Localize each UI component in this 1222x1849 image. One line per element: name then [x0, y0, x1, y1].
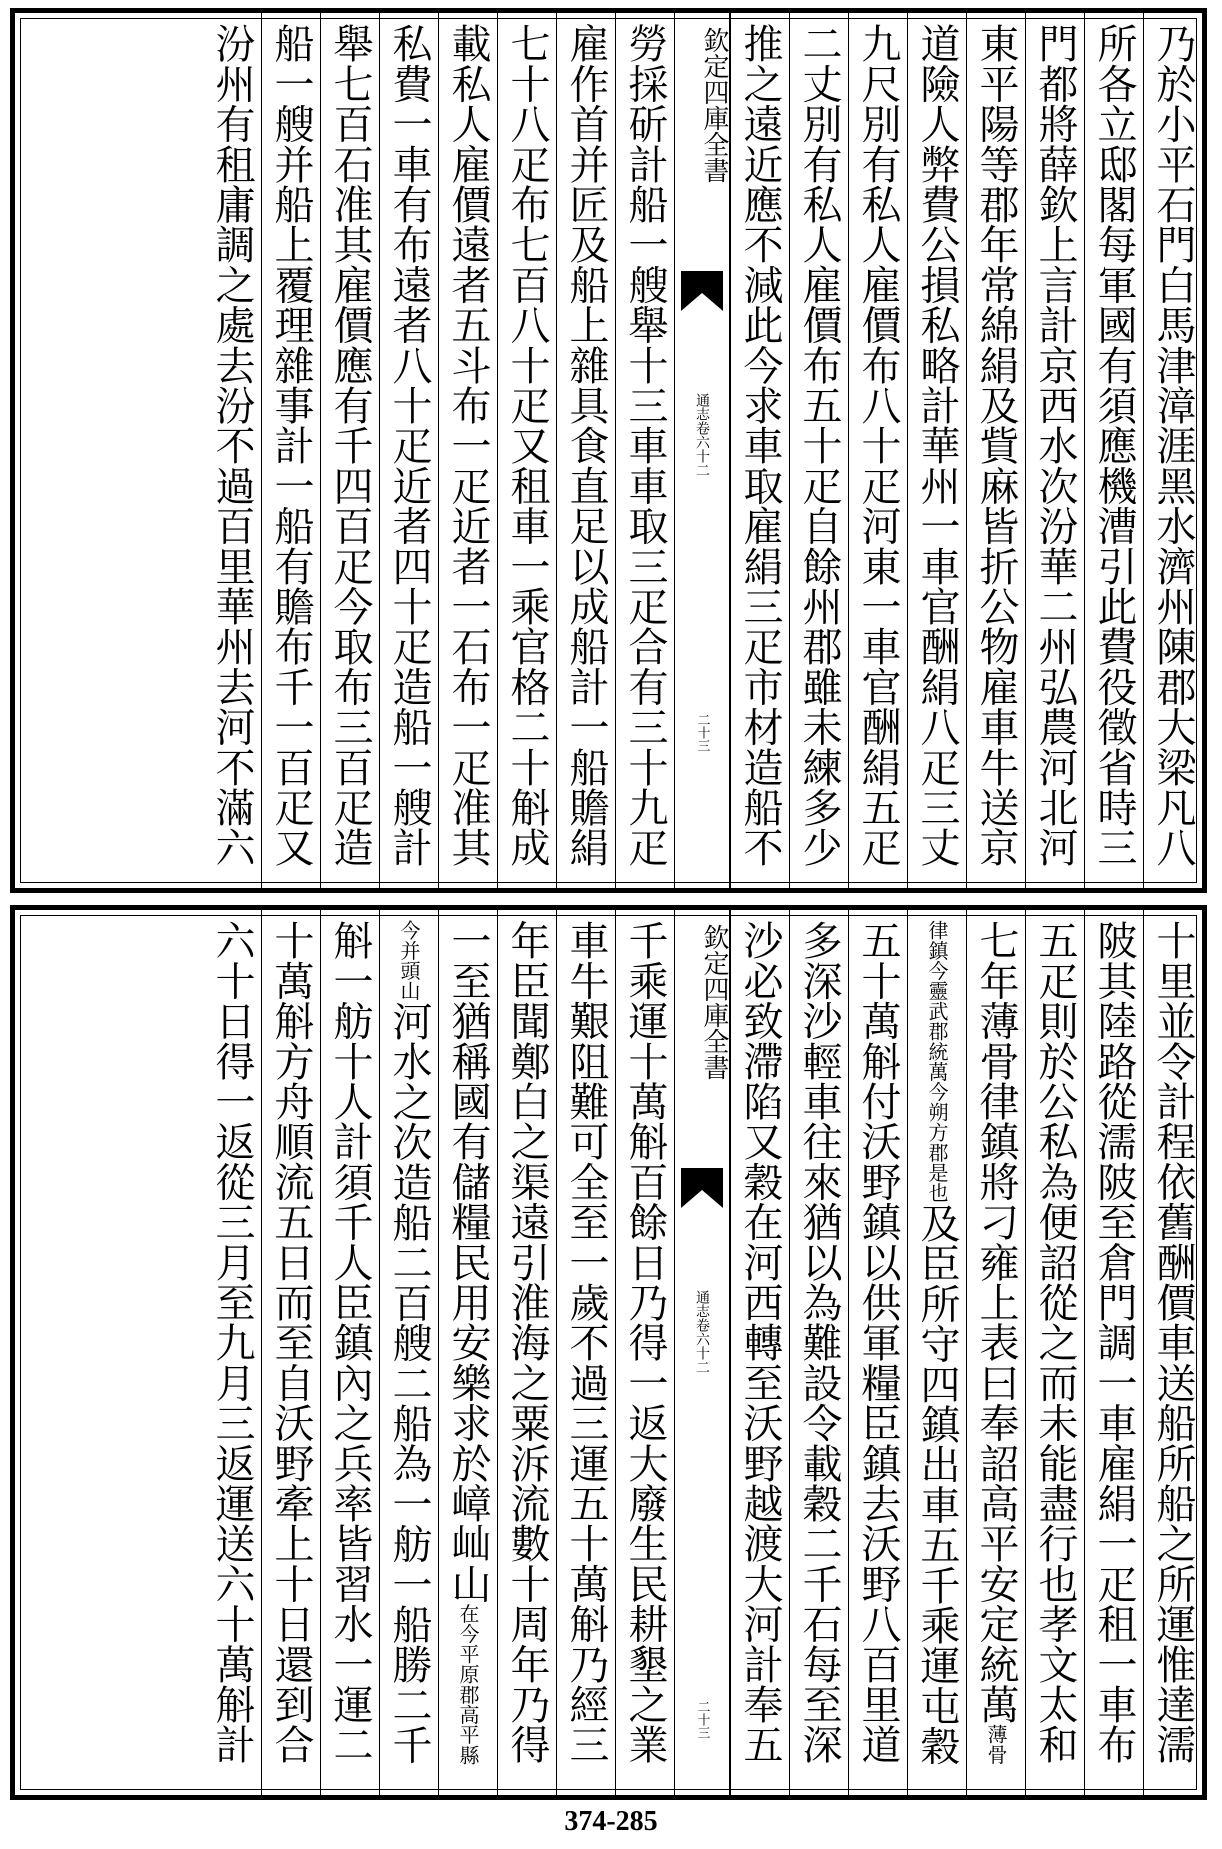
book-title: 欽定四庫全書 — [699, 27, 729, 183]
text-column — [1143, 910, 1202, 1795]
inline-annotation: 今并頭山 — [397, 920, 421, 1001]
text-column: 道險人弊費公損私略計華州一車官酬絹八疋三丈 — [907, 13, 966, 888]
text-column: 舉七百石准其雇價應有千四百疋今取布三百疋造 — [320, 13, 379, 888]
book-title: 欽定四庫全書 — [699, 924, 729, 1080]
text-column — [556, 910, 615, 1795]
text-column: 門都將薛欽上言計京西水次汾華二州弘農河北河 — [1025, 13, 1084, 888]
leaf-number: 二十三 — [694, 713, 710, 752]
column-text: 六十日得一返從三月至九月三返運送六十萬斛計 — [209, 920, 255, 1765]
text-column: 勞採斫計船一艘舉十三車車取三疋合有三十九疋 — [615, 13, 674, 888]
text-column: 雇作首并匠及船上雜具食直足以成船計一船贍絹 — [556, 13, 615, 888]
text-column — [848, 910, 907, 1795]
text-column: 二丈別有私人雇價布五十疋自餘州郡雖未練多少 — [789, 13, 848, 888]
column-text: 十里並令計程依舊酬價車送船所船之所運惟達濡 — [1150, 920, 1196, 1765]
text-column — [1025, 910, 1084, 1795]
text-column: 七十八疋布七百八十疋又租車一乘官格二十斛成 — [497, 13, 556, 888]
fish-tail-mark — [681, 271, 723, 311]
column-text: 千乘運十萬斛百餘日乃得一返大廢生民耕墾之業 — [622, 920, 668, 1765]
inline-annotation: 律鎮今靈武郡統萬今朔方郡是也 — [925, 920, 949, 1203]
column-text: 五疋則於公私為便詔從之而未能盡行也孝文太和 — [1032, 920, 1078, 1765]
text-column — [1084, 910, 1143, 1795]
inline-annotation: 在今平原郡高平縣 — [456, 1603, 480, 1766]
page-panel-bottom — [10, 905, 1207, 1800]
text-column — [379, 910, 438, 1795]
text-column: 船一艘并船上覆理雜事計一船有贍布千一百疋又 — [261, 13, 320, 888]
leaf-number: 二十三 — [694, 1700, 710, 1739]
column-text: 多深沙輕車往來猶以為難設令載穀二千石每至深 — [796, 920, 842, 1765]
text-column: 汾州有租庸調之處去汾不過百里華州去河不滿六 — [209, 23, 255, 868]
column-text: 十萬斛方舟順流五日而至自沃野牽上十日還到合 — [268, 920, 314, 1765]
text-column — [202, 910, 261, 1795]
text-column — [966, 910, 1025, 1795]
text-column: 載私人雇價遠者五斗布一疋近者一石布一疋准其 — [438, 13, 497, 888]
text-column: 乃於小平石門白馬津漳涯黑水濟州陳郡大梁凡八 — [1143, 13, 1202, 888]
inline-annotation: 薄骨 — [984, 1724, 1008, 1765]
column-text: 一至猶稱國有儲糧民用安樂求於嶂屾山 — [445, 920, 491, 1604]
text-column: 推之遠近應不減此今求車取雇絹三疋市材造船不 — [730, 13, 789, 888]
volume-label: 通志卷六十二 — [694, 393, 710, 477]
text-column: 所各立邸閣每軍國有須應機漕引此費役徵省時三 — [1084, 13, 1143, 888]
fish-tail-mark — [681, 1168, 723, 1208]
text-column — [497, 910, 556, 1795]
text-column: 東平陽等郡年常綿絹及貲麻皆折公物雇車牛送京 — [966, 13, 1025, 888]
text-column — [261, 910, 320, 1795]
center-gutter — [674, 13, 730, 888]
column-text: 車牛艱阻難可全至一歲不過三運五十萬斛乃經三 — [563, 920, 609, 1765]
column-text: 五十萬斛付沃野鎮以供軍糧臣鎮去沃野八百里道 — [855, 920, 901, 1765]
column-text: 斛一舫十人計須千人臣鎮內之兵率皆習水一運二 — [327, 920, 373, 1765]
center-gutter — [674, 910, 730, 1795]
column-text: 及臣所守四鎮出車五千乘運屯穀 — [914, 1202, 960, 1766]
column-text: 河水之次造船二百艘二船為一舫一船勝二千 — [386, 1000, 432, 1765]
page-panel-top — [10, 8, 1207, 893]
column-text: 沙必致滯陷又穀在河西轉至沃野越渡大河計奉五 — [737, 920, 783, 1765]
column-text: 陂其陸路從濡陂至倉門調一車雇絹一疋租一車布 — [1091, 920, 1137, 1765]
text-column — [789, 910, 848, 1795]
text-column — [730, 910, 789, 1795]
column-text: 七年薄骨律鎮將刁雍上表曰奉詔高平安定統萬 — [973, 920, 1019, 1724]
text-column — [907, 910, 966, 1795]
text-column: 九尺別有私人雇價布八十疋河東一車官酬絹五疋 — [848, 13, 907, 888]
text-column — [615, 910, 674, 1795]
text-column — [320, 910, 379, 1795]
volume-label: 通志卷六十二 — [694, 1290, 710, 1374]
page-footer-number: 374-285 — [564, 1806, 658, 1837]
text-column — [438, 910, 497, 1795]
text-column: 私費一車有布遠者八十疋近者四十疋造船一艘計 — [379, 13, 438, 888]
column-text: 年臣聞鄭白之渠遠引淮海之粟泝流數十周年乃得 — [504, 920, 550, 1765]
